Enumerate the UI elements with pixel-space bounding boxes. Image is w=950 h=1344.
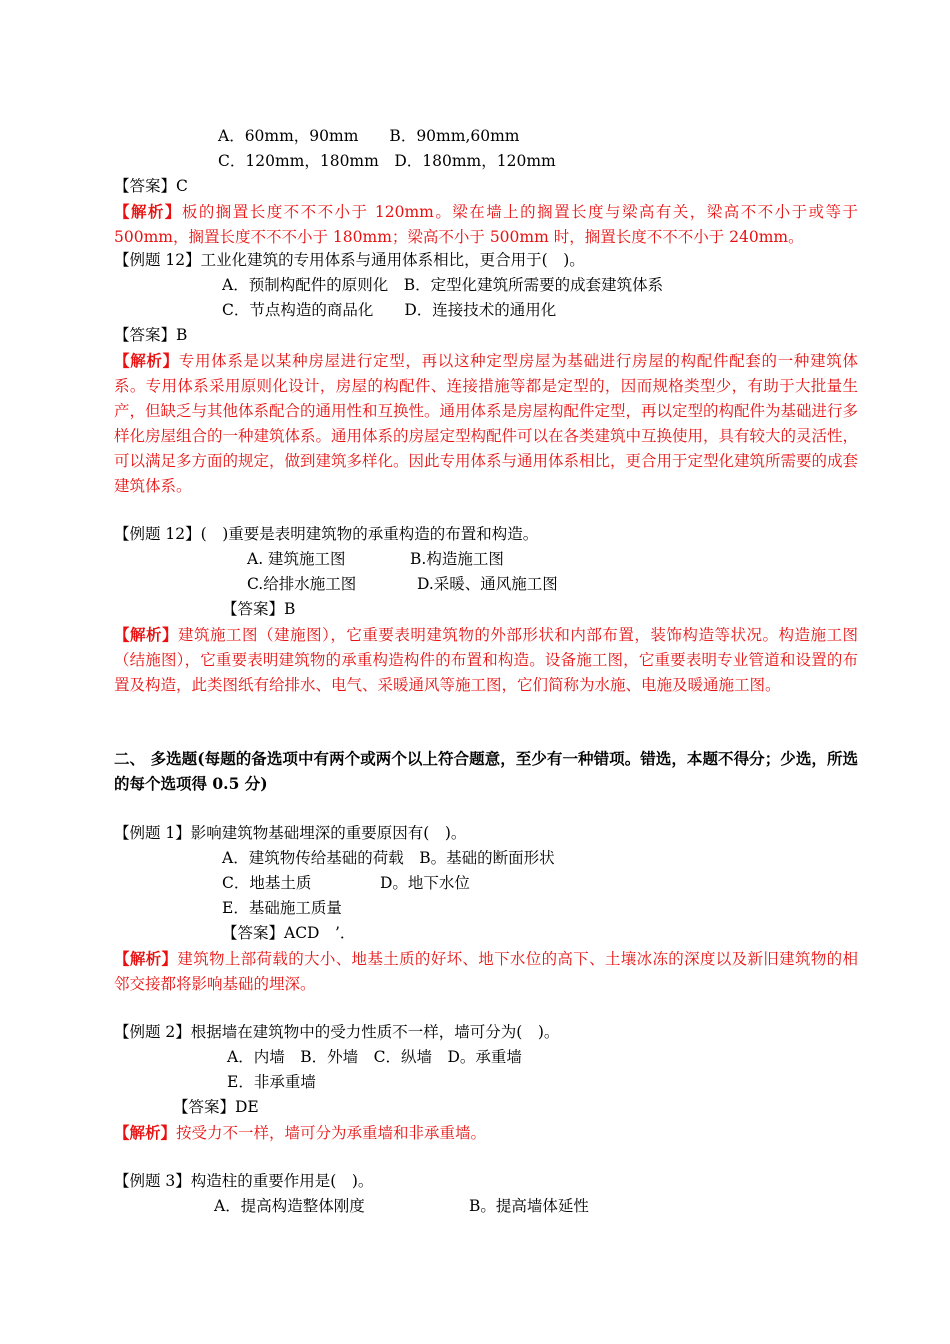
analysis-text: 专用体系是以某种房屋进行定型，再以这种定型房屋为基础进行房屋的构配件配套的一种建筑体系。专用体系采用原则化设计，房屋的构配件、连接措施等都是定型的，因而规格类型少，有助于大批量生产，但缺乏与其他体系配合的通用性和互换性。通用体系是房屋构配件定型，再以定型的构配件为基础进行多样化房屋组合的一种建筑体系。通用体系的房屋定型构配件可以在各类建筑中互换使用，具有较大的灵活性，可以满足多方面的规定，做到建筑多样化。因此专用体系与通用体系相比，更合用于定型化建筑所需要的成套建筑体系。	[114, 352, 859, 495]
analysis-label: 【解析】	[114, 202, 182, 221]
analysis-label: 【解析】	[114, 625, 179, 644]
question-stem: 【例题 1】影响建筑物基础埋深的重要原因有( )。	[114, 824, 467, 842]
option-d: D.采暖、通风施工图	[417, 575, 558, 593]
question-stem: 【例题 3】构造柱的重要作用是( )。	[114, 1172, 374, 1190]
analysis-text: 建筑物上部荷载的大小、地基土质的好坏、地下水位的高下、土壤冰冻的深度以及新旧建筑物的相邻交接都将影响基础的埋深。	[114, 950, 858, 993]
option-c: C.给排水施工图	[247, 575, 357, 593]
analysis-text: 按受力不一样，墙可分为承重墙和非承重墙。	[176, 1124, 487, 1142]
option-abcd: A．内墙 B．外墙 C．纵墙 D。承重墙	[227, 1048, 522, 1066]
option-ab: A．预制构配件的原则化 B．定型化建筑所需要的成套建筑体系	[222, 276, 664, 294]
answer: 【答案】B	[222, 600, 296, 618]
option-cd: C．节点构造的商品化 D．连接技术的通用化	[222, 301, 557, 319]
analysis-label: 【解析】	[114, 351, 179, 370]
analysis-text: 建筑施工图（建施图），它重要表明建筑物的外部形状和内部布置，装饰构造等状况。构造施工图（结施图），它重要表明建筑物的承重构造构件的布置和构造。设备施工图，它重要表明专业管道和设置的布置及构造，此类图纸有给排水、电气、采暖通风等施工图，它们简称为水施、电施及暖通施工图。	[114, 626, 858, 694]
answer: 【答案】C	[114, 177, 188, 195]
question-stem: 【例题 12】( )重要是表明建筑物的承重构造的布置和构造。	[114, 525, 539, 543]
option-d: D。地下水位	[380, 874, 470, 892]
section-heading: 二、 多选题(每题的备选项中有两个或两个以上符合题意，至少有一种错项。错选，本题不得分；少选，所选的每个选项得 0.5 分)	[114, 749, 858, 793]
analysis-label: 【解析】	[114, 1123, 177, 1142]
analysis	[114, 946, 858, 997]
question-stem: 【例题 12】工业化建筑的专用体系与通用体系相比，更合用于( )。	[114, 251, 585, 269]
analysis	[114, 348, 858, 499]
option-ab: A．建筑物传给基础的荷载 B。基础的断面形状	[222, 849, 555, 867]
option-a: A. 建筑施工图	[247, 550, 346, 568]
answer: 【答案】DE	[173, 1098, 259, 1116]
option-a: A．提高构造整体刚度	[214, 1197, 365, 1215]
answer: 【答案】ACD ’．	[222, 924, 356, 942]
analysis-label: 【解析】	[114, 949, 178, 968]
option-e: E．非承重墙	[227, 1073, 316, 1091]
option-b: B。提高墙体延性	[469, 1197, 589, 1215]
option-cd: C．120mm，180mm D．180mm，120mm	[218, 152, 556, 170]
analysis-text: 板的搁置长度不不不小于 120mm。梁在墙上的搁置长度与梁高有关，梁高不不小于或等于500mm，搁置长度不不不小于 180mm；梁高不小于 500mm 时，搁置长度不不不小于 240mm。	[114, 203, 858, 246]
analysis	[114, 1120, 486, 1146]
option-c: C．地基土质	[222, 874, 312, 892]
analysis	[114, 622, 858, 698]
answer: 【答案】B	[114, 326, 188, 344]
question-stem: 【例题 2】根据墙在建筑物中的受力性质不一样，墙可分为( )。	[114, 1023, 560, 1041]
option-b: B.构造施工图	[410, 550, 504, 568]
option-e: E．基础施工质量	[222, 899, 342, 917]
analysis	[114, 199, 858, 250]
option-ab: A．60mm，90mm B．90mm,60mm	[218, 127, 520, 145]
